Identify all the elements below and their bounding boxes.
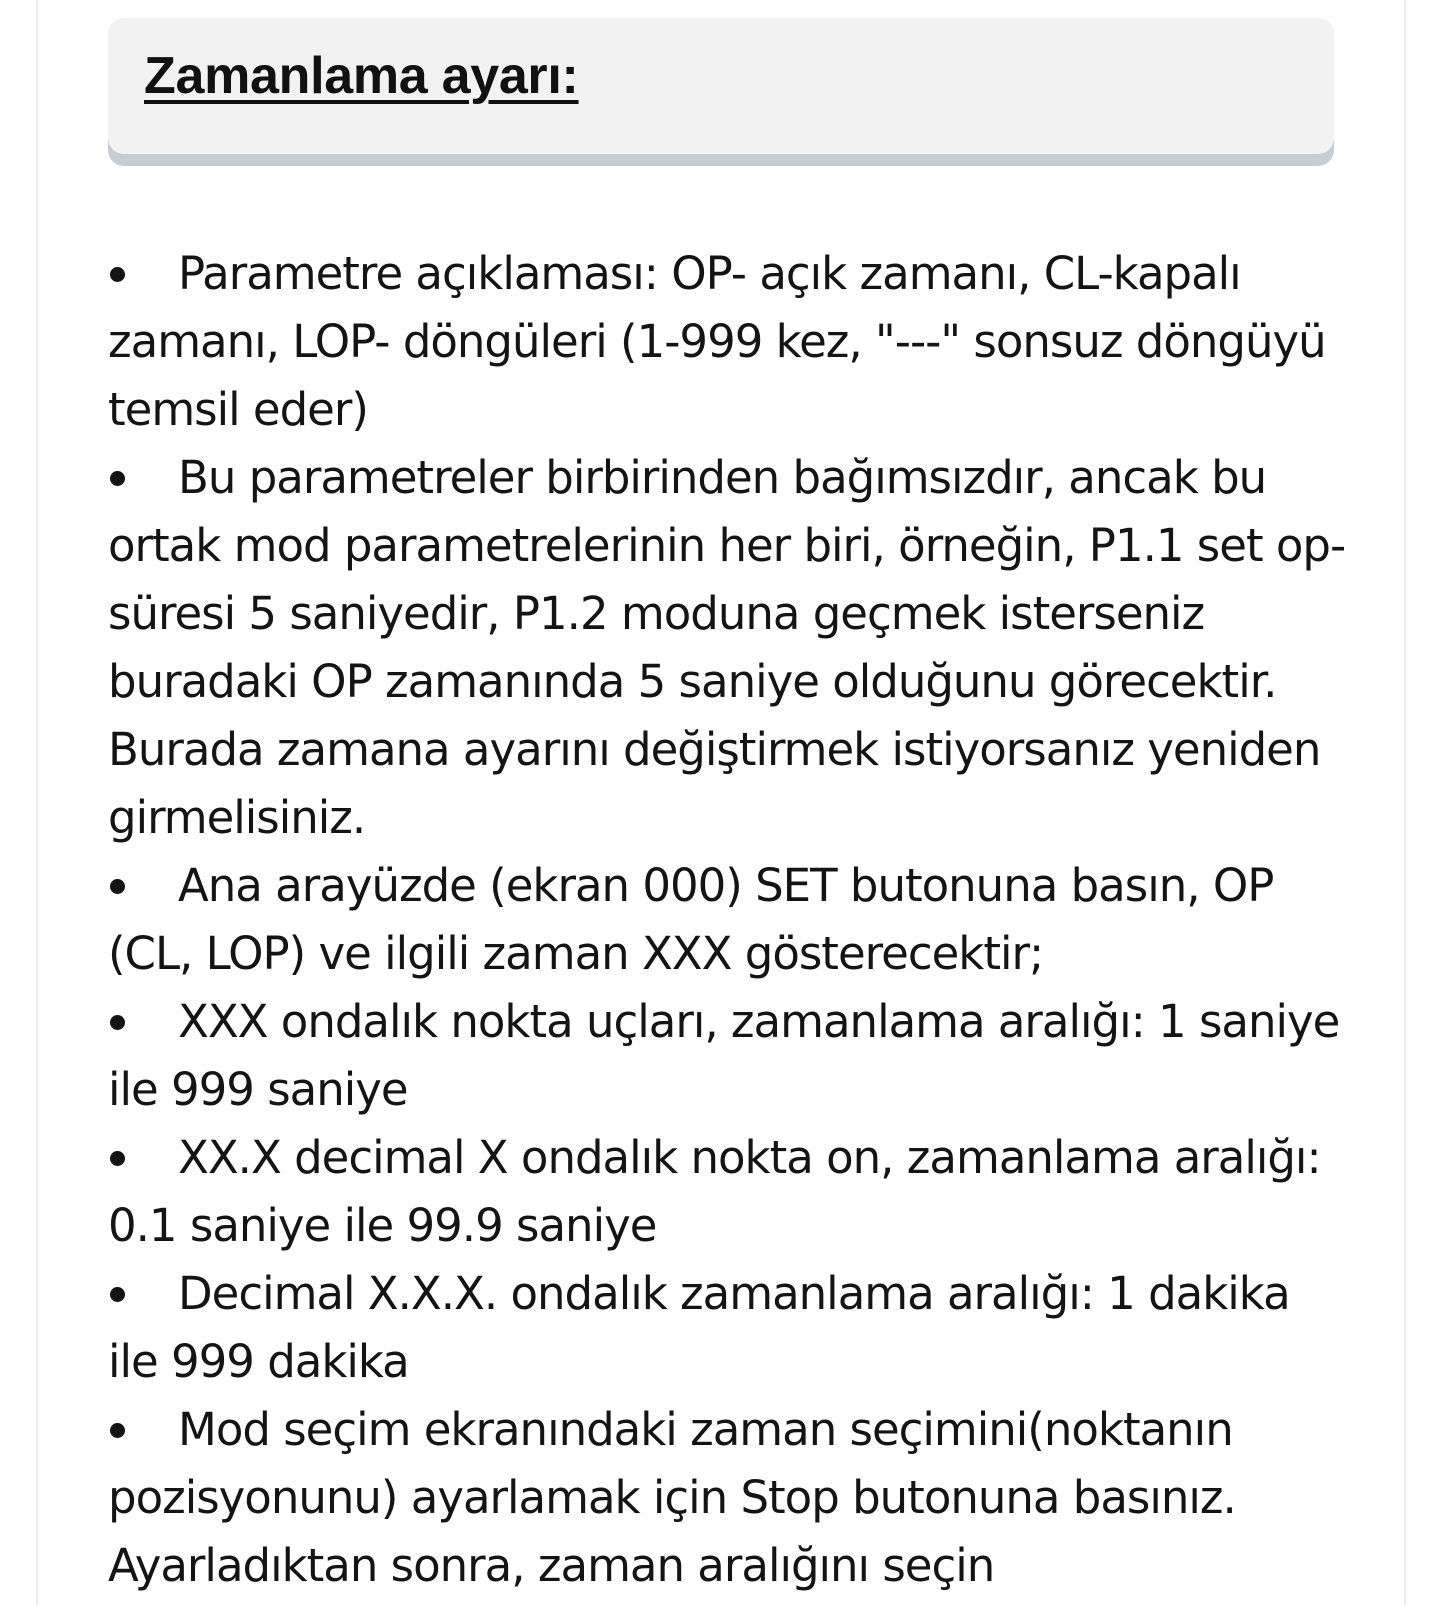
list-item-text: Mod seçim ekranındaki zaman seçimini(noktanın pozisyonunu) ayarlamak için Stop butonuna basınız. Ayarladıktan sonra, zaman aralığını seçin: [108, 1403, 1236, 1592]
list-item-text: Parametre açıklaması: OP- açık zamanı, CL-kapalı zamanı, LOP- döngüleri (1-999 kez, "---" sonsuz döngüyü temsil eder): [108, 247, 1326, 436]
list-item: [108, 988, 1348, 1124]
list-item: [108, 1396, 1348, 1600]
list-item: [108, 852, 1348, 988]
list-item-text: Decimal X.X.X. ondalık zamanlama aralığı: 1 dakika ile 999 dakika: [108, 1267, 1290, 1388]
bullet-list: [108, 240, 1348, 1600]
bullet-icon: [108, 1260, 178, 1328]
list-item: [108, 1260, 1348, 1396]
bullet-icon: [108, 852, 178, 920]
section-title: Zamanlama ayarı:: [144, 47, 579, 105]
bullet-icon: [108, 240, 178, 308]
bullet-icon: [108, 988, 178, 1056]
list-item-text: Bu parametreler birbirinden bağımsızdır, ancak bu ortak mod parametrelerinin her biri, örneğin, P1.1 set op-süresi 5 saniyedir, P1.2 moduna geçmek isterseniz buradaki OP zamanında 5 saniye olduğunu görecektir. Burada zamana ayarını değiştirmek istiyorsanız yeniden girmelisiniz.: [108, 451, 1346, 844]
bullet-icon: [108, 444, 178, 512]
list-item: [108, 1124, 1348, 1260]
list-item-text: XXX ondalık nokta uçları, zamanlama aralığı: 1 saniye ile 999 saniye: [108, 995, 1340, 1116]
list-item: [108, 240, 1348, 444]
list-item: [108, 444, 1348, 852]
section-header: [108, 18, 1334, 154]
bullet-icon: [108, 1396, 178, 1464]
list-item-text: Ana arayüzde (ekran 000) SET butonuna basın, OP (CL, LOP) ve ilgili zaman XXX gösterecektir;: [108, 859, 1274, 980]
list-item-text: XX.X decimal X ondalık nokta on, zamanlama aralığı: 0.1 saniye ile 99.9 saniye: [108, 1131, 1321, 1252]
bullet-icon: [108, 1124, 178, 1192]
